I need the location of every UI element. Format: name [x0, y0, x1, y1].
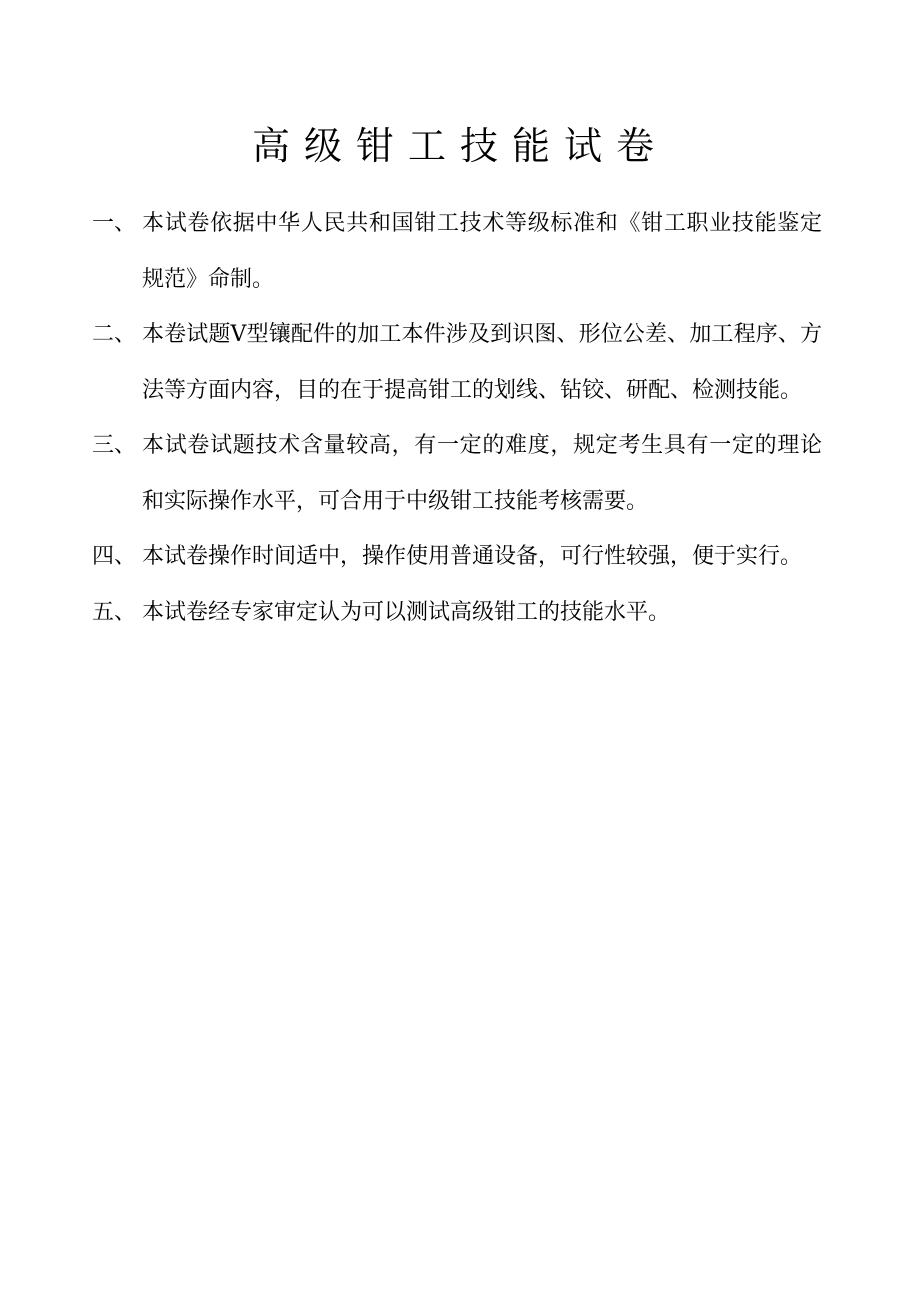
item-number: 一、: [92, 211, 137, 236]
instruction-item: [92, 585, 822, 641]
item-number: 五、: [92, 599, 137, 625]
item-number: 四、: [92, 544, 137, 569]
instruction-item: [92, 196, 822, 307]
instruction-item: [92, 418, 822, 529]
item-text: 本试卷依据中华人民共和国钳工技术等级标准和《钳工职业技能鉴定规范》命制。: [142, 211, 822, 292]
item-number: 二、: [92, 322, 137, 347]
item-number: 三、: [92, 433, 137, 458]
document-title: 高级钳工技能试卷: [251, 124, 668, 168]
instruction-item: [92, 529, 822, 585]
item-text: 本试卷试题技术含量较高，有一定的难度，规定考生具有一定的理论和实际操作水平，可合用于中级钳工技能考核需要。: [142, 433, 822, 514]
item-text: 本试卷经专家审定认为可以测试高级钳工的技能水平。: [142, 599, 671, 625]
instruction-item: [92, 307, 822, 418]
instruction-list: [92, 196, 822, 640]
item-text: 本卷试题V型镶配件的加工本件涉及到识图、形位公差、加工程序、方法等方面内容，目的在于提高钳工的划线、钻铰、研配、检测技能。: [142, 322, 822, 403]
item-text: 本试卷操作时间适中，操作使用普通设备，可行性较强，便于实行。: [142, 544, 803, 569]
